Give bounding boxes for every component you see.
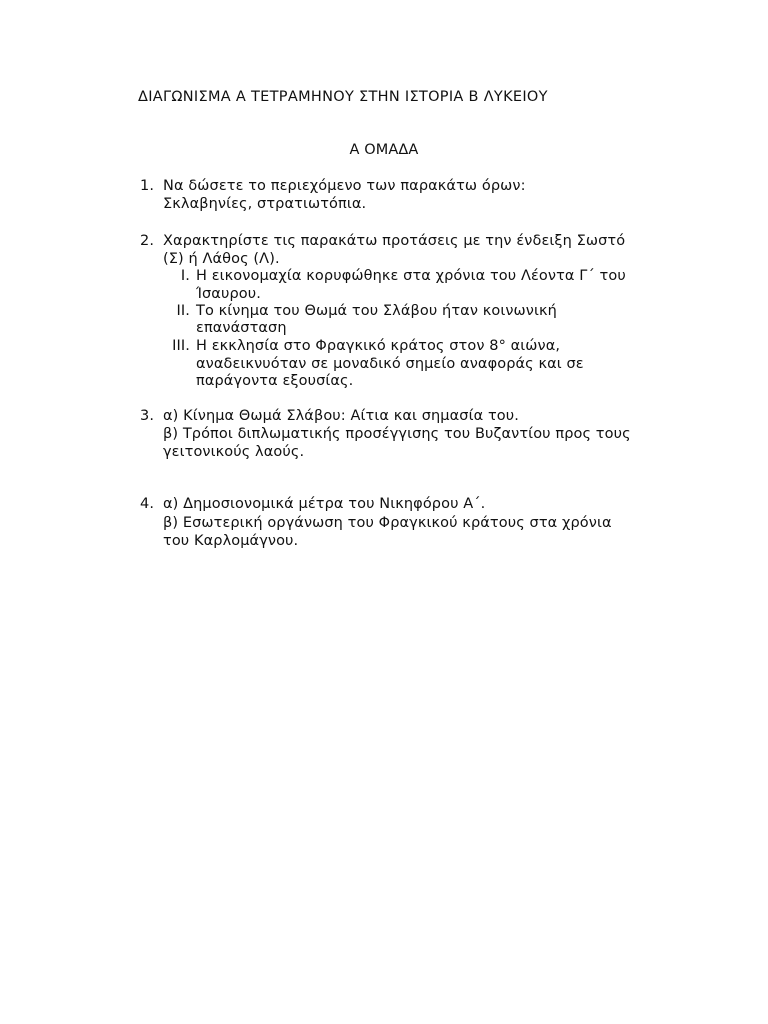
question-text-line: Χαρακτηρίστε τις παρακάτω προτάσεις με την ένδειξη Σωστό (163, 233, 626, 249)
statement-text-line: Ίσαυρου. (196, 286, 261, 302)
question-text-line: β) Τρόποι διπλωματικής προσέγγισης του Βυζαντίου προς τους (163, 426, 631, 442)
statement-text-line: αναδεικνυόταν σε μοναδικό σημείο αναφοράς και σε (196, 356, 584, 372)
statement-text-line: παράγοντα εξουσίας. (196, 373, 354, 389)
question-text-line: β) Εσωτερική οργάνωση του Φραγκικού κράτους στα χρόνια (163, 515, 612, 531)
roman-numeral: III. (172, 338, 190, 354)
question-text-line: Σκλαβηνίες, στρατιωτόπια. (163, 196, 367, 212)
statement-text-line: Η εικονομαχία κορυφώθηκε στα χρόνια του Λέοντα Γ΄ του (196, 268, 626, 284)
roman-numeral: II. (176, 303, 190, 319)
statement-text-line: Το κίνημα του Θωμά του Σλάβου ήταν κοινωνική (196, 303, 557, 319)
question-text-line: (Σ) ή Λάθος (Λ). (163, 251, 280, 267)
document-title: ΔΙΑΓΩΝΙΣΜΑ Α ΤΕΤΡΑΜΗΝΟΥ ΣΤΗΝ ΙΣΤΟΡΙΑ Β ΛΥΚΕΙΟΥ (138, 89, 548, 105)
question-text-line: Να δώσετε το περιεχόμενο των παρακάτω όρων: (163, 178, 526, 194)
question-text-line: γειτονικούς λαούς. (163, 444, 305, 460)
question-number: 1. (140, 178, 155, 194)
question-text-line: του Καρλομάγνου. (163, 533, 299, 549)
group-heading: Α ΟΜΑΔΑ (349, 142, 419, 158)
question-number: 2. (140, 233, 155, 249)
statement-text-line: επανάσταση (196, 320, 287, 336)
question-text-line: α) Δημοσιονομικά μέτρα του Νικηφόρου Α΄. (163, 496, 486, 512)
question-number: 4. (140, 496, 155, 512)
question-number: 3. (140, 408, 155, 424)
question-text-line: α) Κίνημα Θωμά Σλάβου: Αίτια και σημασία του. (163, 408, 519, 424)
statement-text-line: Η εκκλησία στο Φραγκικό κράτος στον 8° αιώνα, (196, 338, 561, 354)
roman-numeral: I. (180, 268, 190, 284)
